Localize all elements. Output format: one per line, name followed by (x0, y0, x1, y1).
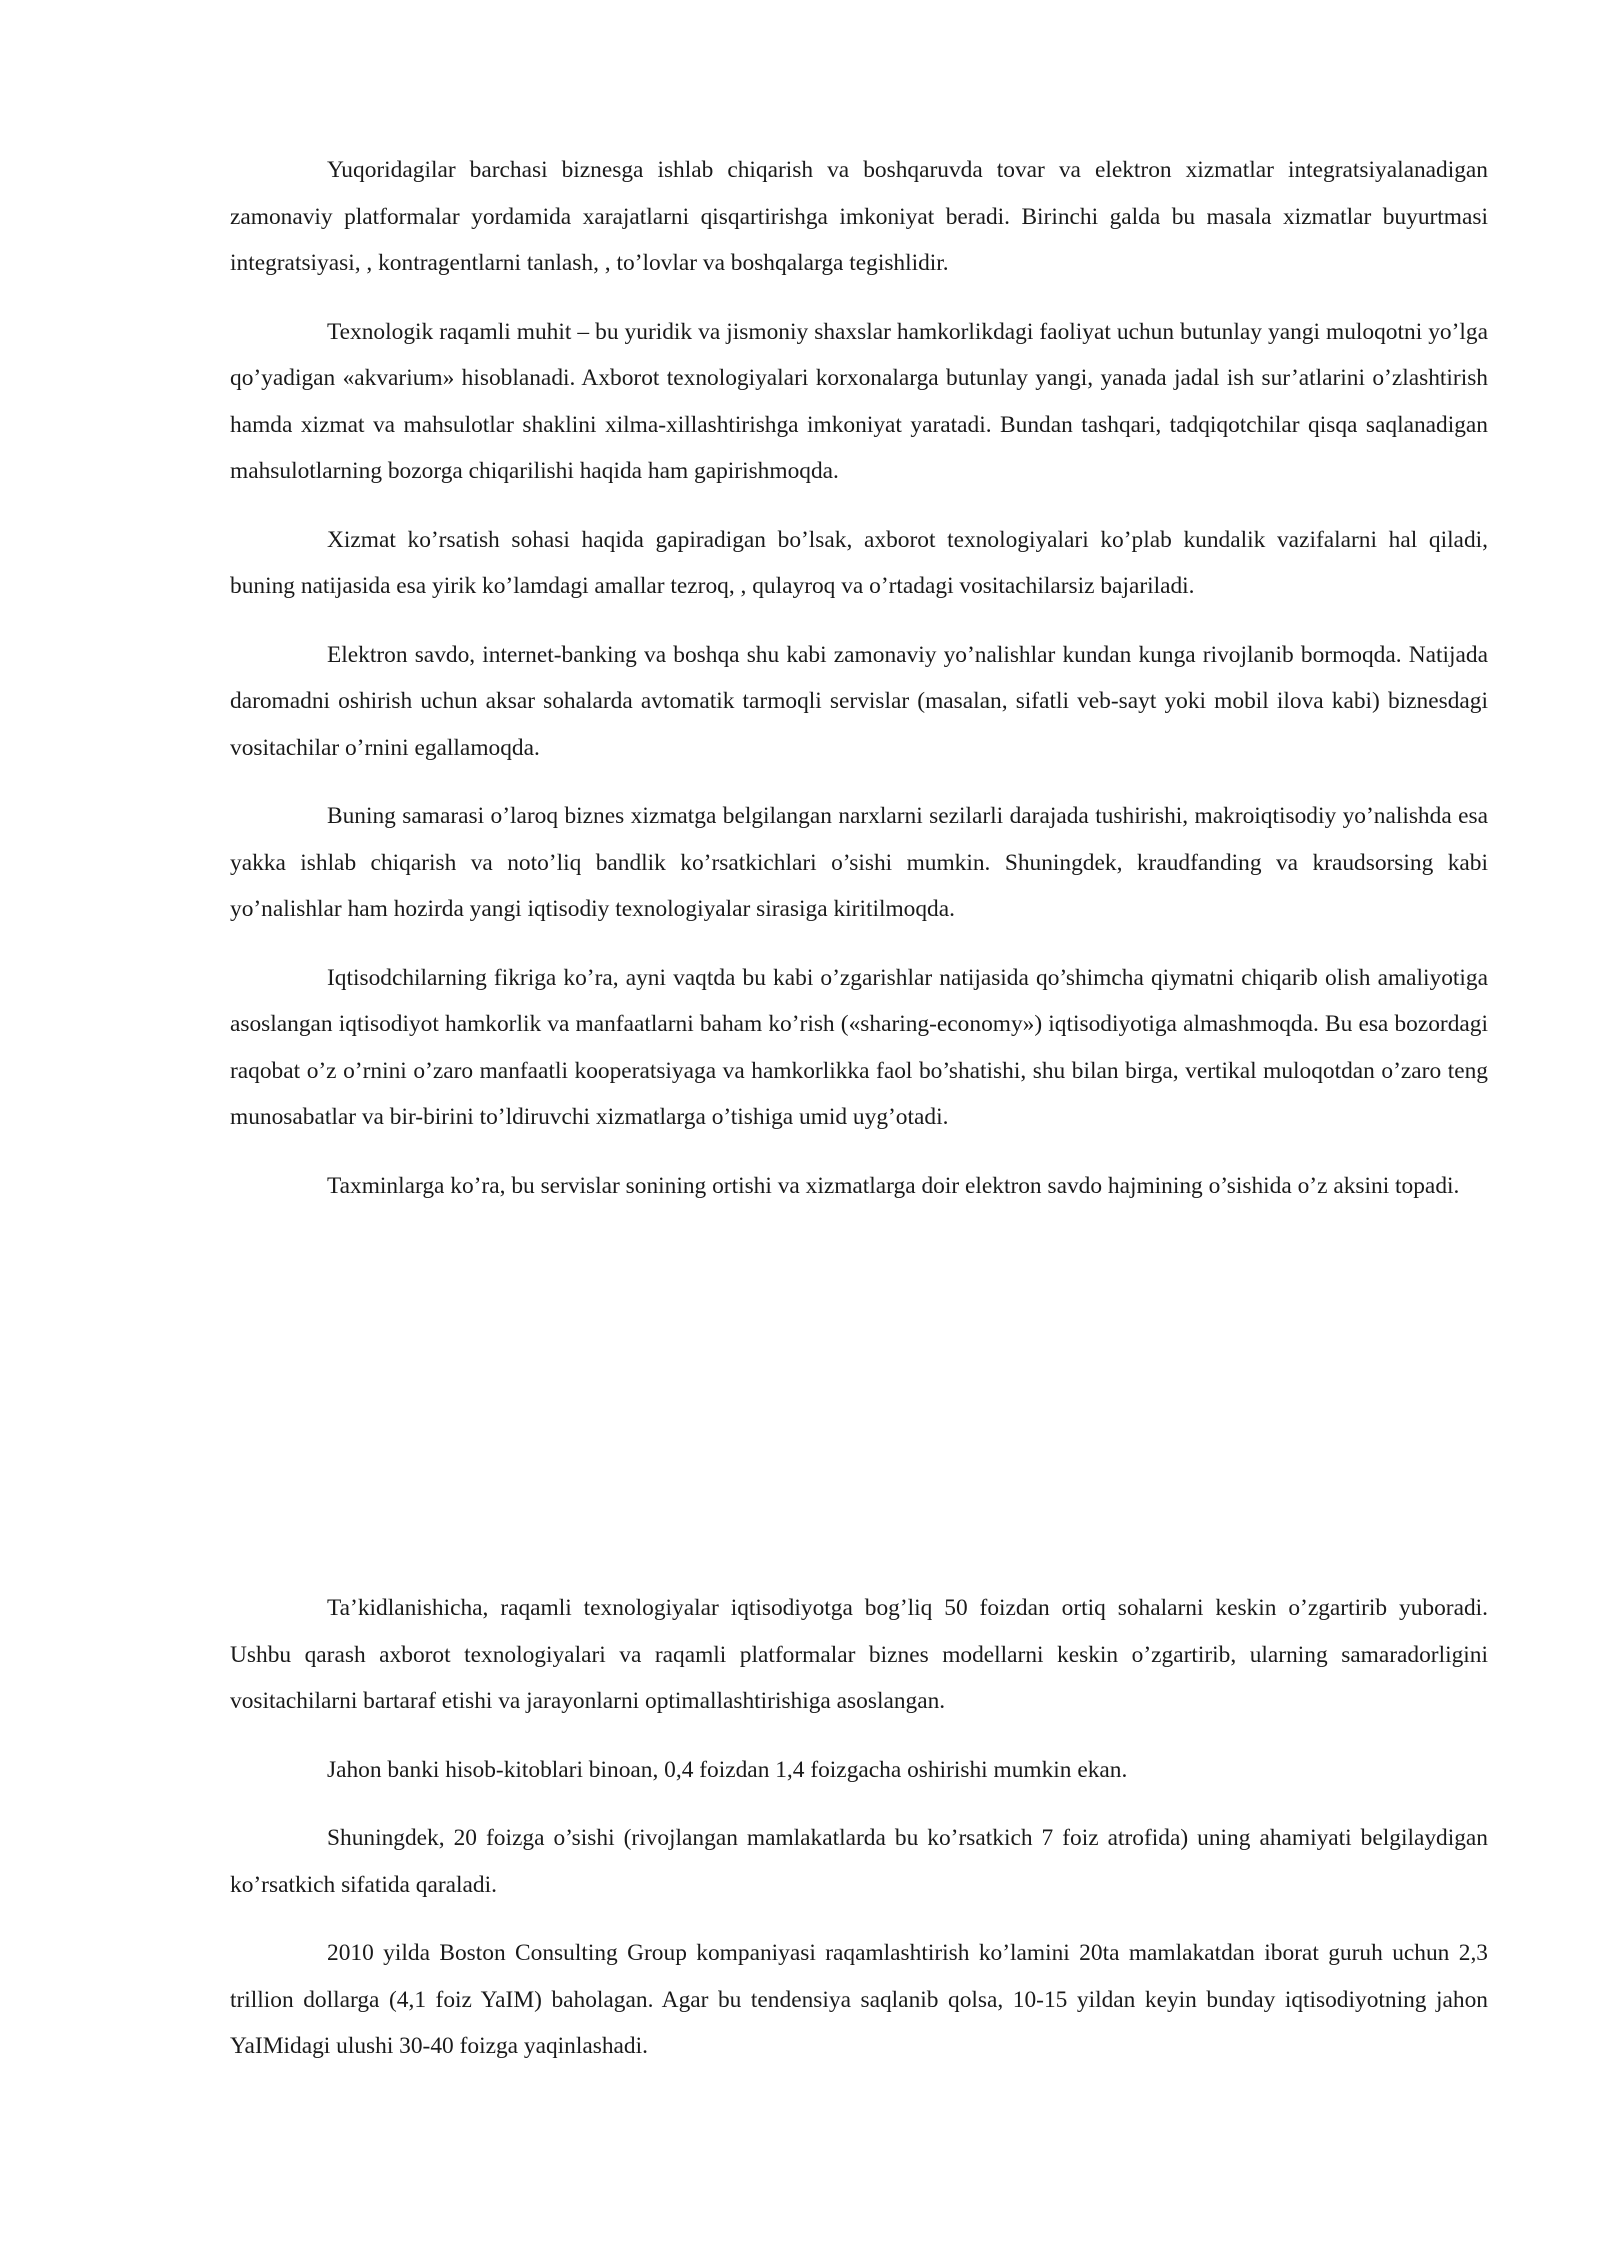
paragraph: Xizmat ko’rsatish sohasi haqida gapiradigan bo’lsak, axborot texnologiyalari ko’plab kundalik vazifalarni hal qiladi, buning natijasida esa yirik ko’lamdagi amallar tezroq, , qulayroq va o’rtadagi vositachilarsiz bajariladi. (230, 526, 1488, 599)
paragraph: Texnologik raqamli muhit – bu yuridik va jismoniy shaxslar hamkorlikdagi faoliyat uchun butunlay yangi muloqotni yo’lga qo’yadigan «akvarium» hisoblanadi. Axborot texnologiyalari korxonalarga butunlay yangi, yanada jadal ish sur’atlarini o’zlashtirish hamda xizmat va mahsulotlar shaklini xilma-xillashtirishga imkoniyat yaratadi. Bundan tashqari, tadqiqotchilar qisqa saqlanadigan mahsulotlarning bozorga chiqarilishi haqida ham gapirishmoqda. (230, 318, 1488, 484)
paragraph: Elektron savdo, internet-banking va boshqa shu kabi zamonaviy yo’nalishlar kundan kunga rivojlanib bormoqda. Natijada daromadni oshirish uchun aksar sohalarda avtomatik tarmoqli servislar (masalan, sifatli veb-sayt yoki mobil ilova kabi) biznesdagi vositachilar o’rnini egallamoqda. (230, 641, 1488, 761)
paragraph: 2010 yilda Boston Consulting Group kompaniyasi raqamlashtirish ko’lamini 20ta mamlakatdan iborat guruh uchun 2,3 trillion dollarga (4,1 foiz YaIM) baholagan. Agar bu tendensiya saqlanib qolsa, 10-15 yildan keyin bunday iqtisodiyotning jahon YaIMidagi ulushi 30-40 foizga yaqinlashadi. (230, 1940, 1488, 2059)
text-block-bottom (230, 1585, 1488, 2092)
paragraph: Yuqoridagilar barchasi biznesga ishlab chiqarish va boshqaruvda tovar va elektron xizmatlar integratsiyalanadigan zamonaviy platformalar yordamida xarajatlarni qisqartirishga imkoniyat beradi. Birinchi galda bu masala xizmatlar buyurtmasi integratsiyasi, , kontragentlarni tanlash, , to’lovlar va boshqalarga tegishlidir. (230, 157, 1488, 276)
paragraph: Taxminlarga ko’ra, bu servislar sonining ortishi va xizmatlarga doir elektron savdo hajmining o’sishida o’z aksini topadi. (327, 1172, 1460, 1199)
paragraph: Iqtisodchilarning fikriga ko’ra, ayni vaqtda bu kabi o’zgarishlar natijasida qo’shimcha qiymatni chiqarib olish amaliyotiga asoslangan iqtisodiyot hamkorlik va manfaatlarni baham ko’rish («sharing-economy») iqtisodiyotiga almashmoqda. Bu esa bozordagi raqobat o’z o’rnini o’zaro manfaatli kooperatsiyaga va hamkorlikka faol bo’shatishi, shu bilan birga, vertikal muloqotdan o’zaro teng munosabatlar va bir-birini to’ldiruvchi xizmatlarga o’tishiga umid uyg’otadi. (230, 964, 1488, 1130)
text-block-top (230, 147, 1488, 1231)
paragraph: Jahon banki hisob-kitoblari binoan, 0,4 foizdan 1,4 foizgacha oshirishi mumkin ekan. (327, 1756, 1128, 1783)
paragraph: Shuningdek, 20 foizga o’sishi (rivojlangan mamlakatlarda bu ko’rsatkich 7 foiz atrofida) uning ahamiyati belgilaydigan ko’rsatkich sifatida qaraladi. (230, 1825, 1488, 1898)
paragraph: Ta’kidlanishicha, raqamli texnologiyalar iqtisodiyotga bog’liq 50 foizdan ortiq sohalarni keskin o’zgartirib yuboradi. Ushbu qarash axborot texnologiyalari va raqamli platformalar biznes modellarni keskin o’zgartirib, ularning samaradorligini vositachilarni bartaraf etishi va jarayonlarni optimallashtirishiga asoslangan. (230, 1595, 1488, 1714)
paragraph: Buning samarasi o’laroq biznes xizmatga belgilangan narxlarni sezilarli darajada tushirishi, makroiqtisodiy yo’nalishda esa yakka ishlab chiqarish va noto’liq bandlik ko’rsatkichlari o’sishi mumkin. Shuningdek, kraudfanding va kraudsorsing kabi yo’nalishlar ham hozirda yangi iqtisodiy texnologiyalar sirasiga kiritilmoqda. (230, 803, 1488, 922)
